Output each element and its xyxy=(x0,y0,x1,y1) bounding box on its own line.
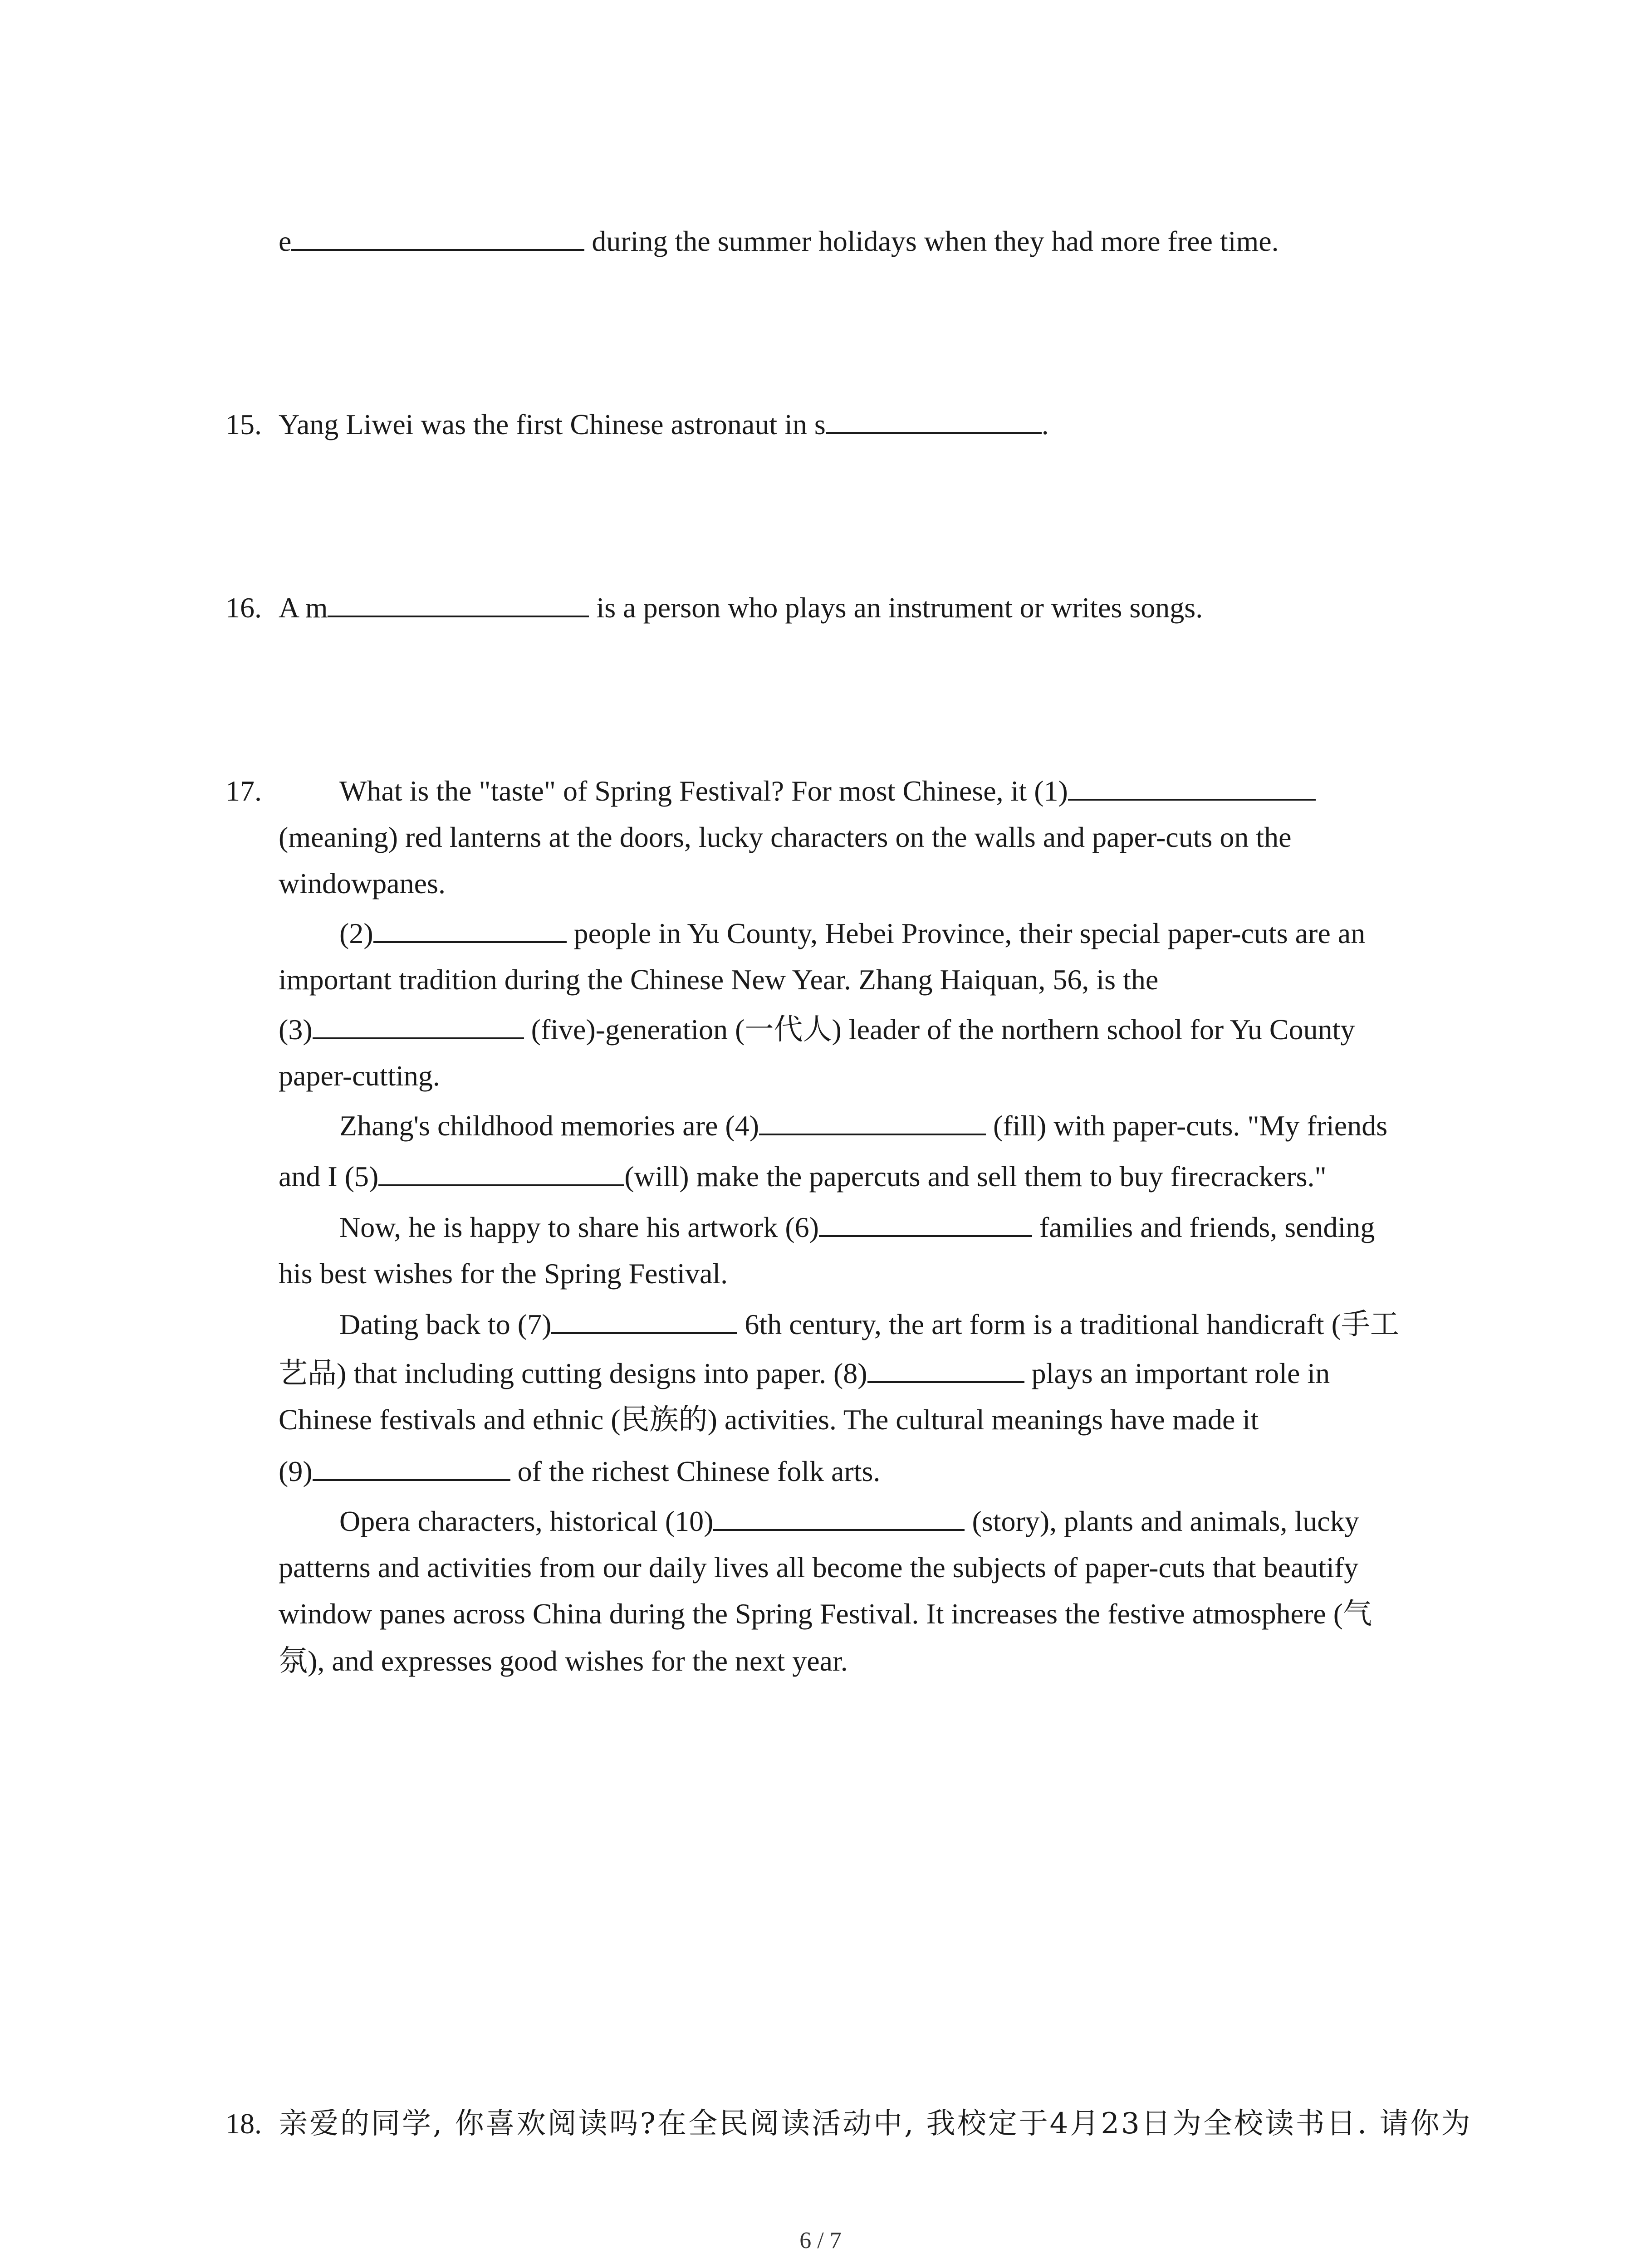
q17-blank-10[interactable] xyxy=(713,1508,965,1531)
q17-line-4 xyxy=(339,919,1365,948)
q17-cjk-gloss: 手工 xyxy=(1341,1308,1399,1341)
q17-text: Dating back to (7) xyxy=(339,1308,552,1340)
q17-cjk-gloss: 氛 xyxy=(279,1644,308,1678)
q17-line-9 xyxy=(279,1162,1327,1191)
q17-text: ) that including cutting designs into paper. (8) xyxy=(337,1357,867,1389)
q17-line-10 xyxy=(339,1213,1375,1242)
q17-text: windowpanes. xyxy=(279,867,446,899)
q17-text: ) activities. The cultural meanings have made it xyxy=(707,1403,1259,1436)
q17-cjk-gloss: 一代人 xyxy=(745,1013,832,1046)
q17-text: (3) xyxy=(279,1013,313,1046)
q18-line xyxy=(225,2107,1472,2141)
q14-answer-blank[interactable] xyxy=(291,228,584,251)
q17-text: Chinese festivals and ethnic ( xyxy=(279,1403,621,1436)
q18-number: 18. xyxy=(225,2107,262,2140)
q14-pre: e xyxy=(279,225,292,257)
q15-answer-blank[interactable] xyxy=(826,411,1042,434)
q17-text: 6th century, the art form is a traditional handicraft ( xyxy=(745,1308,1341,1340)
q17-blank-8[interactable] xyxy=(867,1360,1024,1383)
q17-text: (fill) with paper-cuts. "My friends xyxy=(993,1110,1388,1142)
q17-text: ) leader of the northern school for Yu County xyxy=(832,1013,1355,1046)
q17-text: his best wishes for the Spring Festival. xyxy=(279,1257,728,1290)
q17-text: Zhang's childhood memories are (4) xyxy=(339,1110,759,1142)
q18-text: 亲爱的同学, 你喜欢阅读吗?在全民阅读活动中, 我校定于4月23日为全校读书日. 请你为 xyxy=(279,2107,1472,2141)
q16-number: 16. xyxy=(225,591,262,624)
q17-line-3 xyxy=(279,869,446,898)
q17-line-11 xyxy=(279,1259,728,1288)
q17-blank-2[interactable] xyxy=(373,920,567,943)
q17-text: of the richest Chinese folk arts. xyxy=(517,1455,881,1487)
q17-text: (story), plants and animals, lucky xyxy=(972,1505,1359,1537)
q17-line-14 xyxy=(279,1403,1259,1437)
q17-number: 17. xyxy=(225,775,262,807)
q17-blank-4[interactable] xyxy=(759,1113,986,1135)
q17-text: window panes across China during the Spring Festival. It increases the festive atmosphere ( xyxy=(279,1598,1343,1630)
q17-text: people in Yu County, Hebei Province, their special paper-cuts are an xyxy=(573,917,1366,949)
q17-line-12 xyxy=(339,1310,1399,1339)
q17-text: Now, he is happy to share his artwork (6) xyxy=(339,1211,819,1243)
q17-line-8 xyxy=(339,1111,1387,1140)
q17-blank-1[interactable] xyxy=(1068,778,1316,801)
q17-line-16 xyxy=(339,1507,1359,1536)
q16-answer-blank[interactable] xyxy=(328,595,589,617)
q17-cjk-gloss: 民族的 xyxy=(620,1403,708,1437)
q17-text: (9) xyxy=(279,1455,313,1487)
q17-blank-9[interactable] xyxy=(313,1458,510,1481)
q17-line-6 xyxy=(279,1015,1355,1044)
q17-text: (five)-generation ( xyxy=(531,1013,745,1046)
q15-post: . xyxy=(1041,408,1049,440)
q17-line-13 xyxy=(279,1359,1330,1388)
q17-line-15 xyxy=(279,1457,880,1486)
q17-text: plays an important role in xyxy=(1031,1357,1330,1389)
q17-text: What is the "taste" of Spring Festival? For most Chinese, it (1) xyxy=(339,775,1068,807)
q17-line-18 xyxy=(279,1597,1372,1631)
q16-line xyxy=(225,593,1203,622)
q17-blank-6[interactable] xyxy=(819,1214,1032,1237)
q17-line-2 xyxy=(279,823,1292,852)
q15-number: 15. xyxy=(225,408,262,440)
page-number: 6 / 7 xyxy=(799,2228,842,2253)
q17-text: important tradition during the Chinese New Year. Zhang Haiquan, 56, is the xyxy=(279,963,1159,996)
q14-post: during the summer holidays when they had more free time. xyxy=(592,225,1279,257)
q17-text: families and friends, sending xyxy=(1039,1211,1375,1243)
q17-text: and I (5) xyxy=(279,1160,379,1193)
q17-blank-7[interactable] xyxy=(551,1311,737,1334)
q17-cjk-gloss: 艺品 xyxy=(279,1357,337,1390)
q16-post: is a person who plays an instrument or writes songs. xyxy=(596,591,1203,624)
q17-blank-5[interactable] xyxy=(378,1163,624,1186)
q17-text: paper-cutting. xyxy=(279,1060,440,1092)
q17-text: ), and expresses good wishes for the next year. xyxy=(308,1645,848,1677)
q15-line xyxy=(225,410,1049,439)
q17-blank-3[interactable] xyxy=(313,1017,524,1039)
q17-text: Opera characters, historical (10) xyxy=(339,1505,714,1537)
q17-line-19 xyxy=(279,1644,848,1678)
q17-text: (meaning) red lanterns at the doors, lucky characters on the walls and paper-cuts on the xyxy=(279,821,1292,853)
q14-line xyxy=(279,227,1279,256)
q15-text: Yang Liwei was the first Chinese astronaut in s xyxy=(279,408,826,440)
q16-pre: A m xyxy=(279,591,328,624)
q17-line-5 xyxy=(279,965,1158,994)
q17-text: (will) make the papercuts and sell them to buy firecrackers." xyxy=(624,1160,1327,1193)
q17-text: patterns and activities from our daily lives all become the subjects of paper-cuts that beautify xyxy=(279,1551,1359,1584)
q17-line-17 xyxy=(279,1553,1358,1582)
q17-cjk-gloss: 气 xyxy=(1343,1597,1372,1631)
q17-text: (2) xyxy=(339,917,373,949)
q17-line-1 xyxy=(339,777,1316,806)
q17-line-7 xyxy=(279,1061,440,1090)
